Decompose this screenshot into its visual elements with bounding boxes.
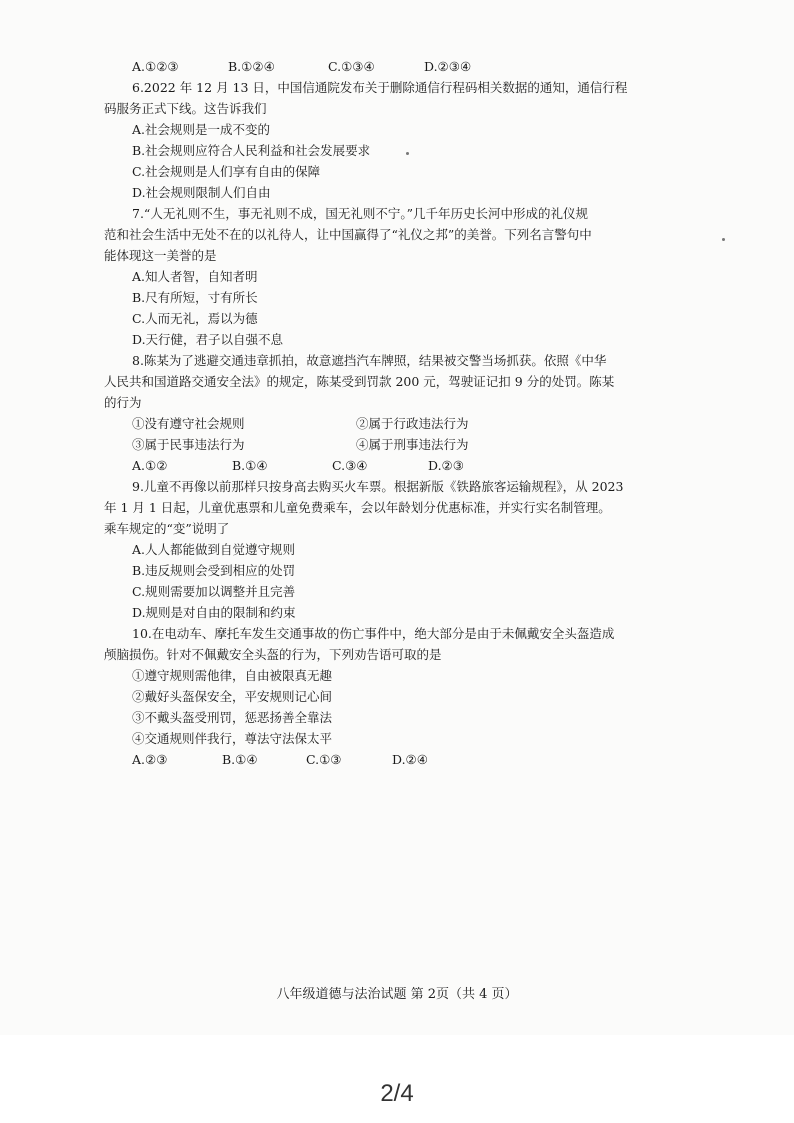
page-indicator: 2/4	[380, 1080, 414, 1107]
q8-option-a: A.①②	[132, 458, 168, 473]
q8-item-4: ④属于刑事违法行为	[356, 437, 469, 452]
q10-item-3: ③不戴头盔受刑罚，惩恶扬善全靠法	[132, 710, 333, 725]
q7-stem-line: 能体现这一美誉的是	[104, 248, 217, 263]
exam-content	[104, 56, 684, 770]
q7-stem-line: 范和社会生活中无处不在的以礼待人，让中国赢得了“礼仪之邦”的美誉。下列名言警句中	[104, 227, 592, 242]
q7-choice-b: B.尺有所短，寸有所长	[132, 290, 258, 305]
q8-items-row	[104, 413, 684, 434]
q8-stem-line: 人民共和国道路交通安全法》的规定，陈某受到罚款 200 元，驾驶证记扣 9 分的处罚。陈某	[104, 374, 615, 389]
q8-stem-line: 的行为	[104, 395, 142, 410]
q10-stem-line: 10.在电动车、摩托车发生交通事故的伤亡事件中，绝大部分是由于未佩戴安全头盔造成	[132, 626, 615, 641]
q9-choice-c: C.规则需要加以调整并且完善	[132, 584, 296, 599]
q5-option-d: D.②③④	[424, 59, 472, 74]
q9-choice-d: D.规则是对自由的限制和约束	[132, 605, 296, 620]
q6-choice-a: A.社会规则是一成不变的	[132, 122, 271, 137]
q8-stem-line: 8.陈某为了逃避交通违章抓拍，故意遮挡汽车牌照，结果被交警当场抓获。依照《中华	[132, 353, 607, 368]
q10-item-2: ②戴好头盔保安全，平安规则记心间	[132, 689, 333, 704]
page-footer: 八年级道德与法治试题 第 2页（共 4 页）	[276, 987, 518, 1002]
q10-stem-line: 颅脑损伤。针对不佩戴安全头盔的行为，下列劝告语可取的是	[104, 647, 442, 662]
q10-option-b: B.①④	[222, 752, 258, 767]
q9-choice-b: B.违反规则会受到相应的处罚	[132, 563, 296, 578]
q5-option-c: C.①③④	[328, 59, 375, 74]
q5-option-b: B.①②④	[228, 59, 275, 74]
q8-option-c: C.③④	[332, 458, 368, 473]
q7-stem-line: 7.“人无礼则不生，事无礼则不成，国无礼则不宁。”几千年历史长河中形成的礼仪规	[132, 206, 588, 221]
q6-stem-line: 6.2022 年 12 月 13 日，中国信通院发布关于删除通信行程码相关数据的通知，通信行程	[132, 80, 628, 95]
q5-options	[104, 56, 684, 77]
q10-option-c: C.①③	[306, 752, 342, 767]
q6-choice-c: C.社会规则是人们享有自由的保障	[132, 164, 321, 179]
q8-item-2: ②属于行政违法行为	[356, 416, 469, 431]
q10-options	[104, 749, 684, 770]
q8-option-d: D.②③	[428, 458, 464, 473]
q8-item-1: ①没有遵守社会规则	[132, 416, 245, 431]
q6-stem-line: 码服务正式下线。这告诉我们	[104, 101, 267, 116]
q7-choice-d: D.天行健，君子以自强不息	[132, 332, 284, 347]
q10-item-1: ①遵守规则需他律，自由被限真无趣	[132, 668, 333, 683]
q9-stem-line: 年 1 月 1 日起，儿童优惠票和儿童免费乘车，会以年龄划分优惠标准，并实行实名制管理。	[104, 500, 611, 515]
q8-options	[104, 455, 684, 476]
q10-item-4: ④交通规则伴我行，尊法守法保太平	[132, 731, 333, 746]
q9-choice-a: A.人人都能做到自觉遵守规则	[132, 542, 296, 557]
q6-choice-d: D.社会规则限制人们自由	[132, 185, 271, 200]
q8-item-3: ③属于民事违法行为	[132, 437, 245, 452]
q7-choice-c: C.人而无礼，焉以为德	[132, 311, 258, 326]
q8-items-row	[104, 434, 684, 455]
q6-choice-b: B.社会规则应符合人民利益和社会发展要求	[132, 143, 371, 158]
q9-stem-line: 乘车规定的“变”说明了	[104, 521, 230, 536]
q9-stem-line: 9.儿童不再像以前那样只按身高去购买火车票。根据新版《铁路旅客运输规程》，从 2023	[132, 479, 624, 494]
q7-choice-a: A.知人者智，自知者明	[132, 269, 258, 284]
q10-option-a: A.②③	[132, 752, 168, 767]
q10-option-d: D.②④	[392, 752, 428, 767]
q5-option-a: A.①②③	[132, 59, 179, 74]
q8-option-b: B.①④	[232, 458, 268, 473]
scan-speck	[722, 238, 725, 241]
